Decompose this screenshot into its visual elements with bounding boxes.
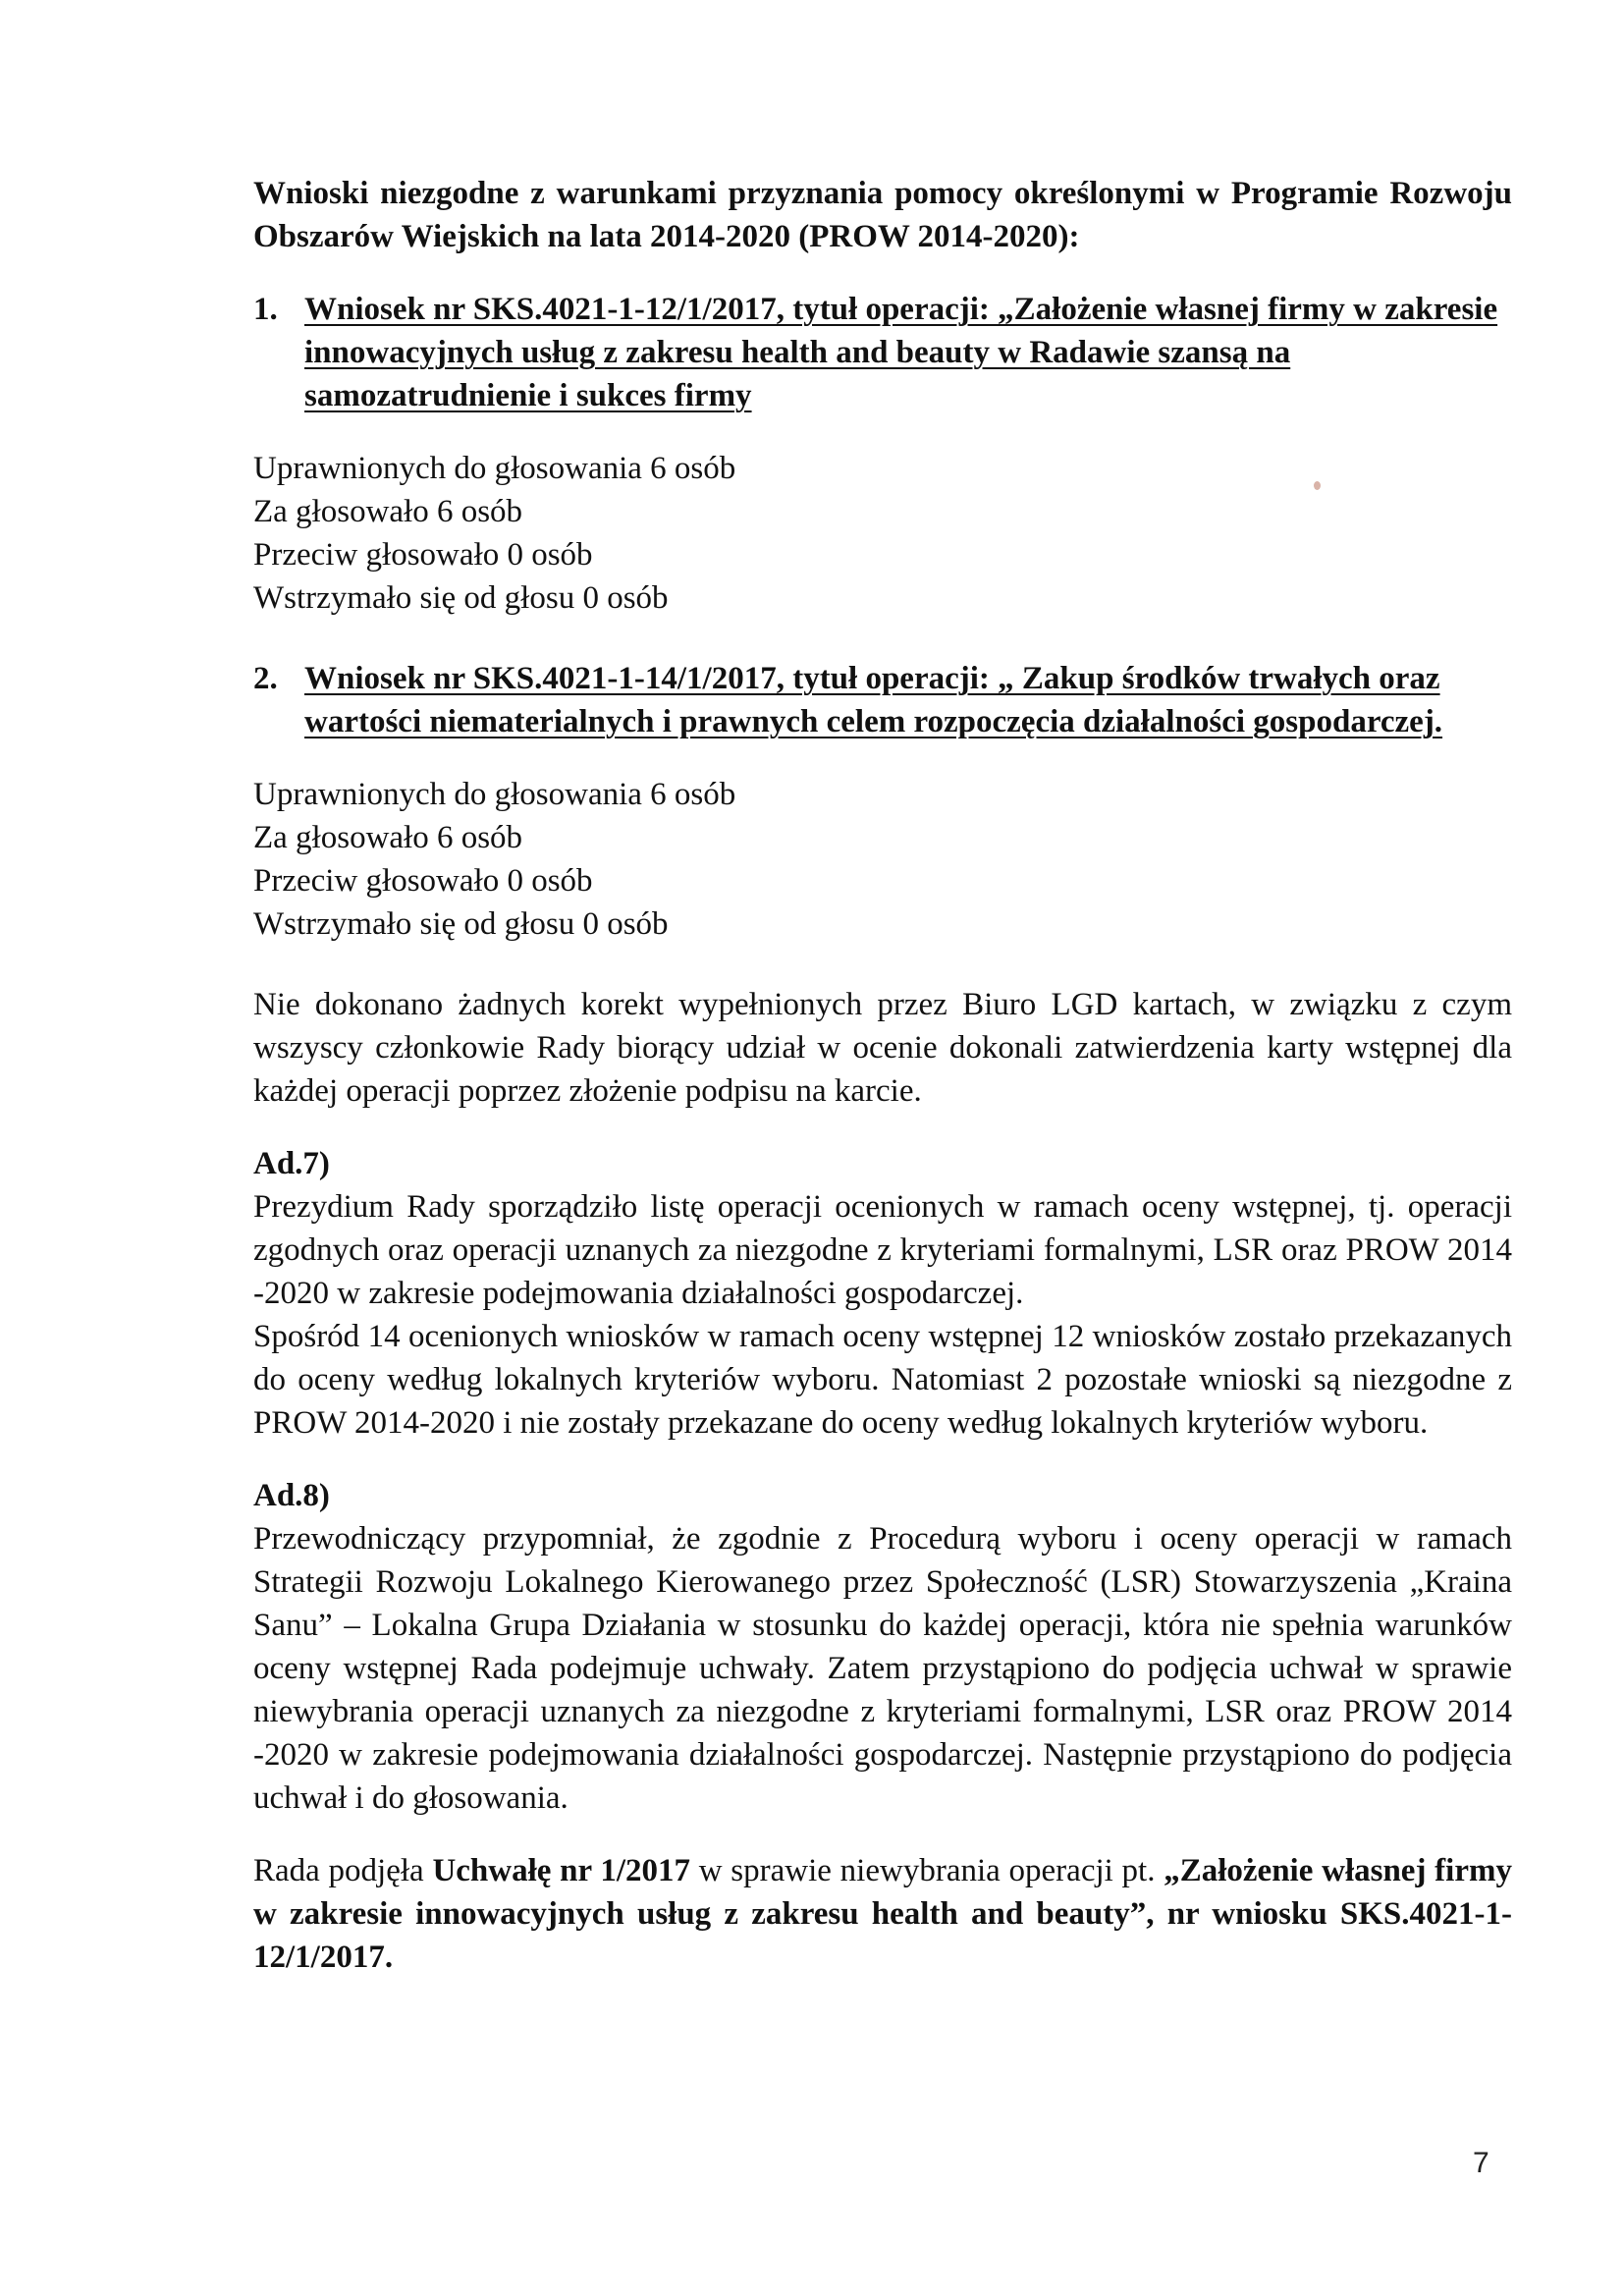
resolution-title: „Założenie własnej firmy w zakresie innowacyjnych usług z zakresu health and beauty”, nr wniosku SKS.4021-1-12/1/2017. — [253, 1853, 1512, 1975]
scan-spot — [1314, 481, 1321, 490]
ad7-paragraph-1: Prezydium Rady sporządziło listę operacji ocenionych w ramach oceny wstępnej, tj. operacji zgodnych oraz operacji uznanych za niezgodne z kryteriami formalnymi, LSR oraz PROW 2014 -2020 w zakresie podejmowania działalności gospodarczej. — [253, 1189, 1512, 1311]
ad8-label: Ad.8) — [253, 1478, 330, 1513]
resolution-paragraph — [253, 1849, 1512, 1979]
ad7-label: Ad.7) — [253, 1146, 330, 1181]
resolution-name: Uchwałę nr 1/2017 — [432, 1853, 690, 1888]
section-heading: Wnioski niezgodne z warunkami przyznania pomocy określonymi w Programie Rozwoju Obszarów Wiejskich na lata 2014-2020 (PROW 2014-2020): — [253, 176, 1512, 254]
application-2-votes — [253, 773, 1512, 946]
application-1-number: 1. — [253, 292, 278, 327]
application-2-title: Wniosek nr SKS.4021-1-14/1/2017, tytuł operacji: „ Zakup środków trwałych oraz wartości niematerialnych i prawnych celem rozpoczęcia działalności gospodarczej. — [304, 661, 1443, 739]
application-1-votes — [253, 447, 1512, 620]
ad7-paragraph-2: Spośród 14 ocenionych wniosków w ramach oceny wstępnej 12 wniosków zostało przekazanych do oceny według lokalnych kryteriów wyboru. Natomiast 2 pozostałe wnioski są niezgodne z PROW 2014-2020 i nie zostały przekazane do oceny według lokalnych kryteriów wyboru. — [253, 1319, 1512, 1441]
vote-for: Za głosowało 6 osób — [253, 820, 523, 855]
vote-for: Za głosowało 6 osób — [253, 494, 523, 529]
resolution-middle: w sprawie niewybrania operacji pt. — [689, 1853, 1164, 1888]
section-ad7 — [253, 1142, 1512, 1445]
application-1 — [253, 288, 1512, 417]
vote-eligible: Uprawnionych do głosowania 6 osób — [253, 451, 736, 486]
vote-against: Przeciw głosowało 0 osób — [253, 863, 593, 899]
paragraph-no-corrections: Nie dokonano żadnych korekt wypełnionych przez Biuro LGD kartach, w związku z czym wszyscy członkowie Rady biorący udział w ocenie dokonali zatwierdzenia karty wstępnej dla każdej operacji poprzez złożenie podpisu na karcie. — [253, 987, 1512, 1109]
application-2-number: 2. — [253, 661, 278, 696]
vote-abstain: Wstrzymało się od głosu 0 osób — [253, 906, 669, 942]
application-2 — [253, 657, 1512, 743]
vote-abstain: Wstrzymało się od głosu 0 osób — [253, 580, 669, 616]
vote-eligible: Uprawnionych do głosowania 6 osób — [253, 777, 736, 812]
resolution-prefix: Rada podjęła — [253, 1853, 433, 1888]
ad8-paragraph-1: Przewodniczący przypomniał, że zgodnie z Procedurą wyboru i oceny operacji w ramach Strategii Rozwoju Lokalnego Kierowanego przez Społeczność (LSR) Stowarzyszenia „Kraina Sanu” – Lokalna Grupa Działania w stosunku do każdej operacji, która nie spełnia warunków oceny wstępnej Rada podejmuje uchwały. Zatem przystąpiono do podjęcia uchwał w sprawie niewybrania operacji uznanych za niezgodne z kryteriami formalnymi, LSR oraz PROW 2014 -2020 w zakresie podejmowania działalności gospodarczej. Następnie przystąpiono do podjęcia uchwał i do głosowania. — [253, 1521, 1512, 1816]
document-body — [253, 172, 1512, 2008]
application-1-title: Wniosek nr SKS.4021-1-12/1/2017, tytuł operacji: „Założenie własnej firmy w zakresie innowacyjnych usług z zakresu health and beauty w Radawie szansą na samozatrudnienie i sukces firmy — [304, 292, 1498, 413]
page-number: 7 — [1473, 2147, 1489, 2179]
vote-against: Przeciw głosowało 0 osób — [253, 537, 593, 573]
section-ad8 — [253, 1474, 1512, 1820]
